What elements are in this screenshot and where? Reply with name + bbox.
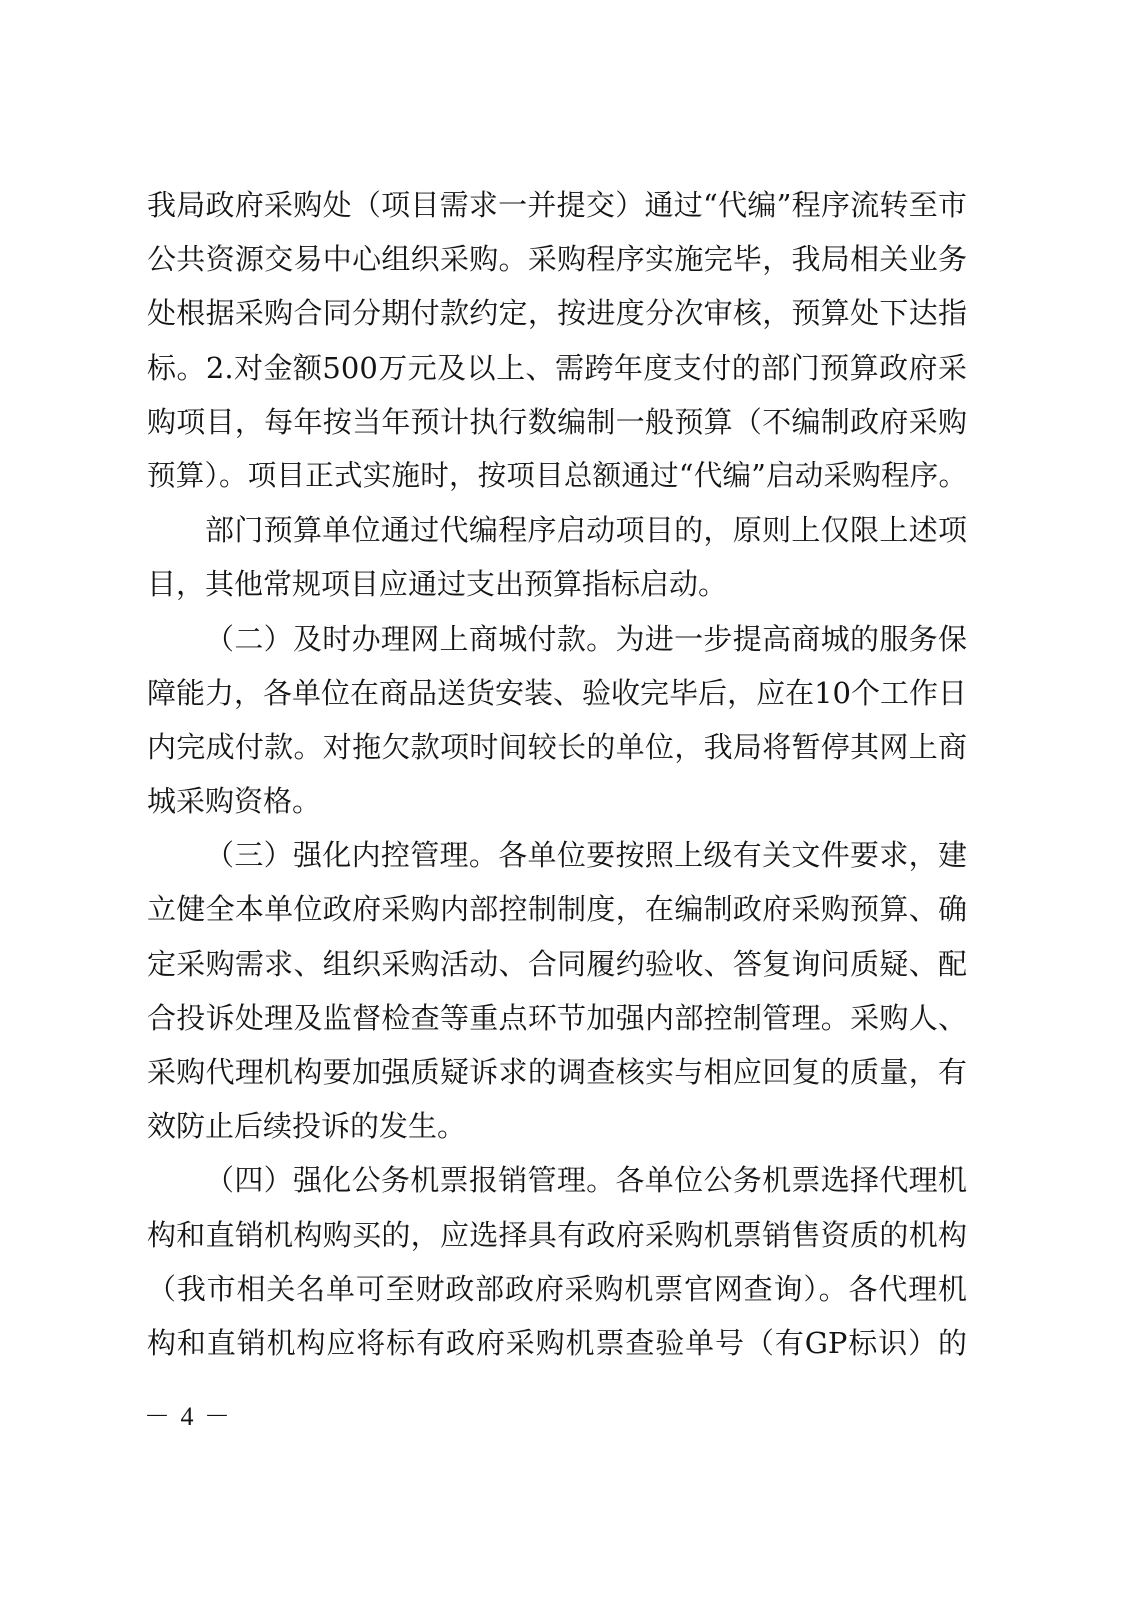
text-line: 立健全本单位政府采购内部控制制度，在编制政府采购预算、确 [147,892,967,927]
text-line: 我局政府采购处（项目需求一并提交）通过“代编”程序流转至市 [147,188,967,222]
document-body [147,178,967,1370]
text-line: 部门预算单位通过代编程序启动项目的，原则上仅限上述项 [205,513,967,548]
text-line: （二）及时办理网上商城付款。为进一步提高商城的服务保 [205,621,967,656]
text-line: 采购代理机构要加强质疑诉求的调查核实与相应回复的质量，有 [147,1055,967,1089]
text-line: （三）强化内控管理。各单位要按照上级有关文件要求，建 [205,838,967,873]
text-line: 购项目，每年按当年预计执行数编制一般预算（不编制政府采购 [147,404,967,439]
text-line: 效防止后续投诉的发生。 [147,1109,467,1144]
text-line: 内完成付款。对拖欠款项时间较长的单位，我局将暂停其网上商 [147,729,967,764]
text-line: 构和直销机构购买的，应选择具有政府采购机票销售资质的机构 [147,1217,967,1252]
text-line: 构和直销机构应将标有政府采购机票查验单号（有GP标识）的 [147,1325,967,1360]
page-number: － 4 － [144,1402,233,1431]
text-line: 公共资源交易中心组织采购。采购程序实施完毕，我局相关业务 [147,242,967,277]
text-line: 合投诉处理及监督检查等重点环节加强内部控制管理。采购人、 [147,1000,967,1035]
text-line: 定采购需求、组织采购活动、合同履约验收、答复询问质疑、配 [147,946,967,981]
text-line: 标。2.对金额500万元及以上、需跨年度支付的部门预算政府采 [147,350,967,385]
text-line: 预算）。项目正式实施时，按项目总额通过“代编”启动采购程序。 [147,458,967,492]
text-line: 障能力，各单位在商品送货安装、验收完毕后，应在10个工作日 [147,675,967,710]
text-line: （我市相关名单可至财政部政府采购机票官网查询）。各代理机 [147,1271,967,1306]
text-line: 城采购资格。 [147,784,322,819]
text-line: （四）强化公务机票报销管理。各单位公务机票选择代理机 [205,1163,967,1198]
text-line: 处根据采购合同分期付款约定，按进度分次审核，预算处下达指 [147,296,967,331]
text-line: 目，其他常规项目应通过支出预算指标启动。 [147,567,728,602]
